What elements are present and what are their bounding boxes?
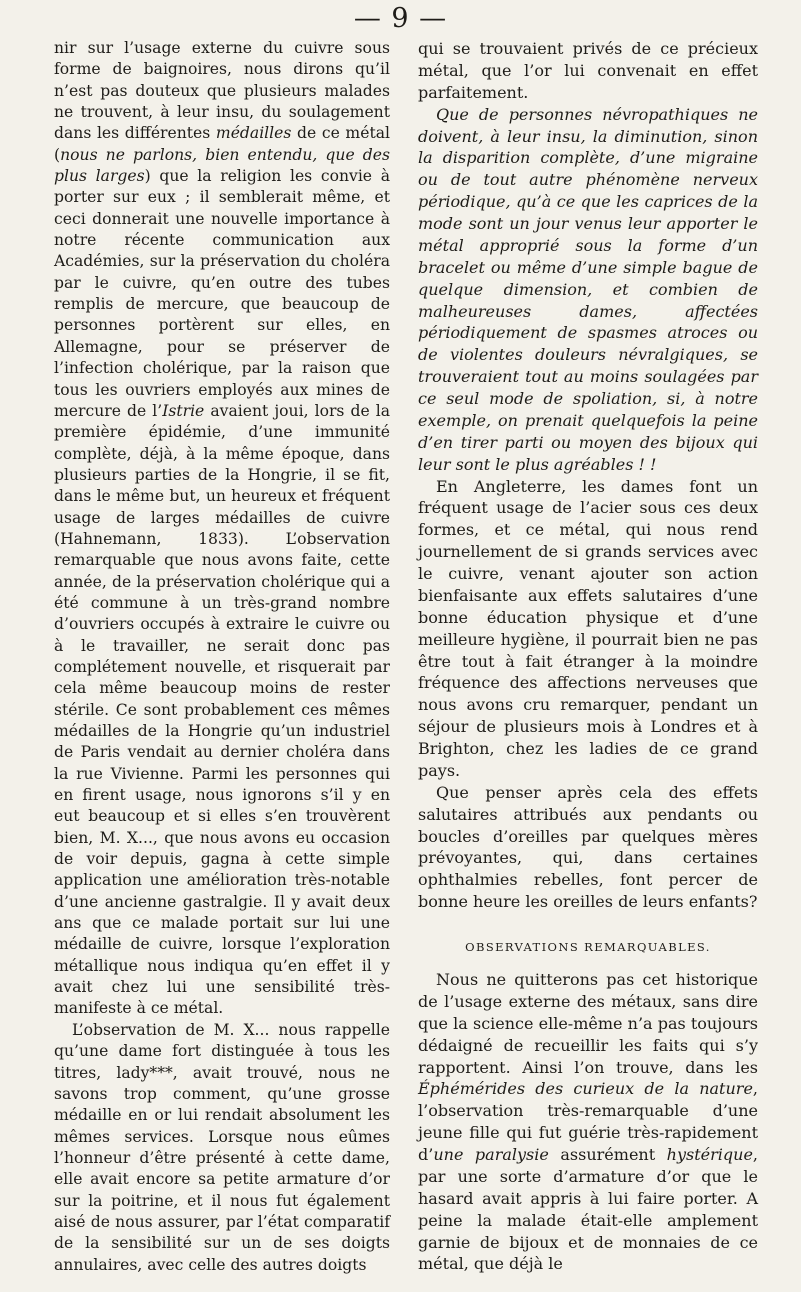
text-run: assurément	[548, 1145, 667, 1164]
left-paragraph-lady: L’observation de M. X... nous rappelle qu’une dame fort distinguée à tous les titres, lady***, avait trouvé, nous ne savons trop comment, qu’une grosse médaille en or lui rendait absolument les mêmes services. Lorsque nous eûmes l’honneur d’être présenté à cette dame, elle avait encore sa petite armature d’or sur la poitrine, et il nous fut également aisé de nous assurer, par l’état comparatif de la sensibilité sur un de ses doigts annulaires, avec celle des autres doigts	[54, 1020, 390, 1274]
right-column	[418, 38, 758, 1275]
right-paragraph-england: En Angleterre, les dames font un fréquent usage de l’acier sous ces deux formes, et ce métal, qui nous rend journellement de si grands services avec le cuivre, venant ajouter son action bienfaisante aux effets salutaires d’une bonne éducation physique et d’une meilleure hygiène, il pourrait bien ne pas être tout à fait étranger à la moindre fréquence des affections nerveuses que nous avons cru remarquer, pendant un séjour de plusieurs mois à Londres et à Brighton, chez les ladies de ce grand pays.	[418, 476, 758, 780]
italic-run: une paralysie	[433, 1145, 549, 1164]
text-run: , par une sorte d’armature d’or que le hasard avait appris à lui faire porter. A peine la malade était-elle amplement garnie de bijoux et de monnaies de ce métal, que déjà le	[418, 1145, 758, 1274]
italic-run: médailles	[215, 124, 292, 143]
right-paragraph-earrings: Que penser après cela des effets salutaires attribués aux pendants ou boucles d’oreilles par quelques mères prévoyantes, qui, dans certaines ophthalmies rebelles, font percer de bonne heure les oreilles de leurs enfants?	[418, 782, 758, 912]
text-run: avaient joui, lors de la première épidémie, d’une immunité complète, déjà, à la même époque, dans plusieurs parties de la Hongrie, il se fit, dans le même but, un heureux et fréquent usage de larges médailles de cuivre (Hahnemann, 1833). L’observation remarquable que nous avons faite, cette année, de la préservation cholérique qui a été commune à un très-grand nombre d’ouvriers occupés à extraire le cuivre ou à le travailler, ne serait donc pas complétement nouvelle, et risquerait par cela même beaucoup moins de rester stérile. Ce sont probablement ces mêmes médailles de la Hongrie qu’un industriel de Paris vendait au dernier choléra dans la rue Vivienne. Parmi les personnes qui en firent usage, nous ignorons s’il y en eut beaucoup et si elles s’en trouvèrent bien, M. X..., que nous avons eu occasion de voir depuis, gagna à cette simple application une amélioration très-notable d’une ancienne gastralgie. Il y avait deux ans que ce malade portait sur lui une médaille de cuivre, lorsque l’exploration métallique nous indiqua qu’en effet il y avait chez lui une sensibilité très-manifeste à ce métal.	[54, 401, 391, 1018]
text-run: de ce métal (	[54, 124, 390, 164]
text-run: nir sur l’usage externe du cuivre sous forme de baignoires, nous dirons qu’il n’est pas douteux que plusieurs malades ne trouvent, à leur insu, du soulagement dans les différentes	[54, 39, 390, 143]
section-heading: OBSERVATIONS REMARQUABLES.	[465, 940, 711, 954]
italic-run: Istrie	[162, 401, 205, 420]
italic-run: nous ne parlons, bien entendu, que des plus larges	[54, 145, 390, 186]
text-run: ) que la religion les convie à porter sur eux ; il semblerait même, et ceci donnerait une nouvelle importance à notre récente communication aux Académies, sur la préservation du choléra par le cuivre, qu’en outre des tubes remplis de mercure, que beaucoup de personnes portèrent sur elles, en Allemagne, pour se préserver de l’infection cholérique, par la raison que tous les ouvriers employés aux mines de mercure de l’	[54, 167, 390, 420]
right-paragraph-continued: qui se trouvaient privés de ce précieux métal, que l’or lui convenait en effet parfaitement.	[418, 39, 758, 102]
right-paragraph-observations	[418, 969, 758, 1275]
text-run: , l’observation très-remarquable d’une jeune fille qui fut guérie très-rapidement d’	[418, 1079, 758, 1164]
page-number: — 9 —	[353, 3, 448, 34]
italic-run: hystérique	[666, 1145, 753, 1164]
italic-run: Éphémérides des curieux de la nature	[418, 1079, 753, 1099]
left-column	[54, 38, 390, 1276]
italic-run: Que de personnes névropathiques ne doivent, à leur insu, la diminution, sinon la disparition complète, d’une migraine ou de tout autre phénomène nerveux périodique, qu’à ce que les caprices de la mode sont un jour venus leur apporter le métal approprié sous la forme d’un bracelet ou même d’une simple bague de quelque dimension, et combien de malheureuses dames, affectées périodiquement de spasmes atroces ou de violentes douleurs névralgiques, se trouveraient tout au moins soulagées par ce seul mode de spoliation, si, à notre exemple, on prenait quelquefois la peine d’en tirer parti ou moyen des bijoux qui leur sont le plus agréables ! !	[418, 104, 758, 474]
text-run: Nous ne quitterons pas cet historique de l’usage externe des métaux, sans dire que la science elle-même n’a pas toujours dédaigné de recueillir les faits qui s’y rapportent. Ainsi l’on trouve, dans les	[418, 970, 758, 1077]
right-paragraph-italic	[418, 104, 758, 476]
left-paragraph-continued	[54, 38, 390, 1020]
